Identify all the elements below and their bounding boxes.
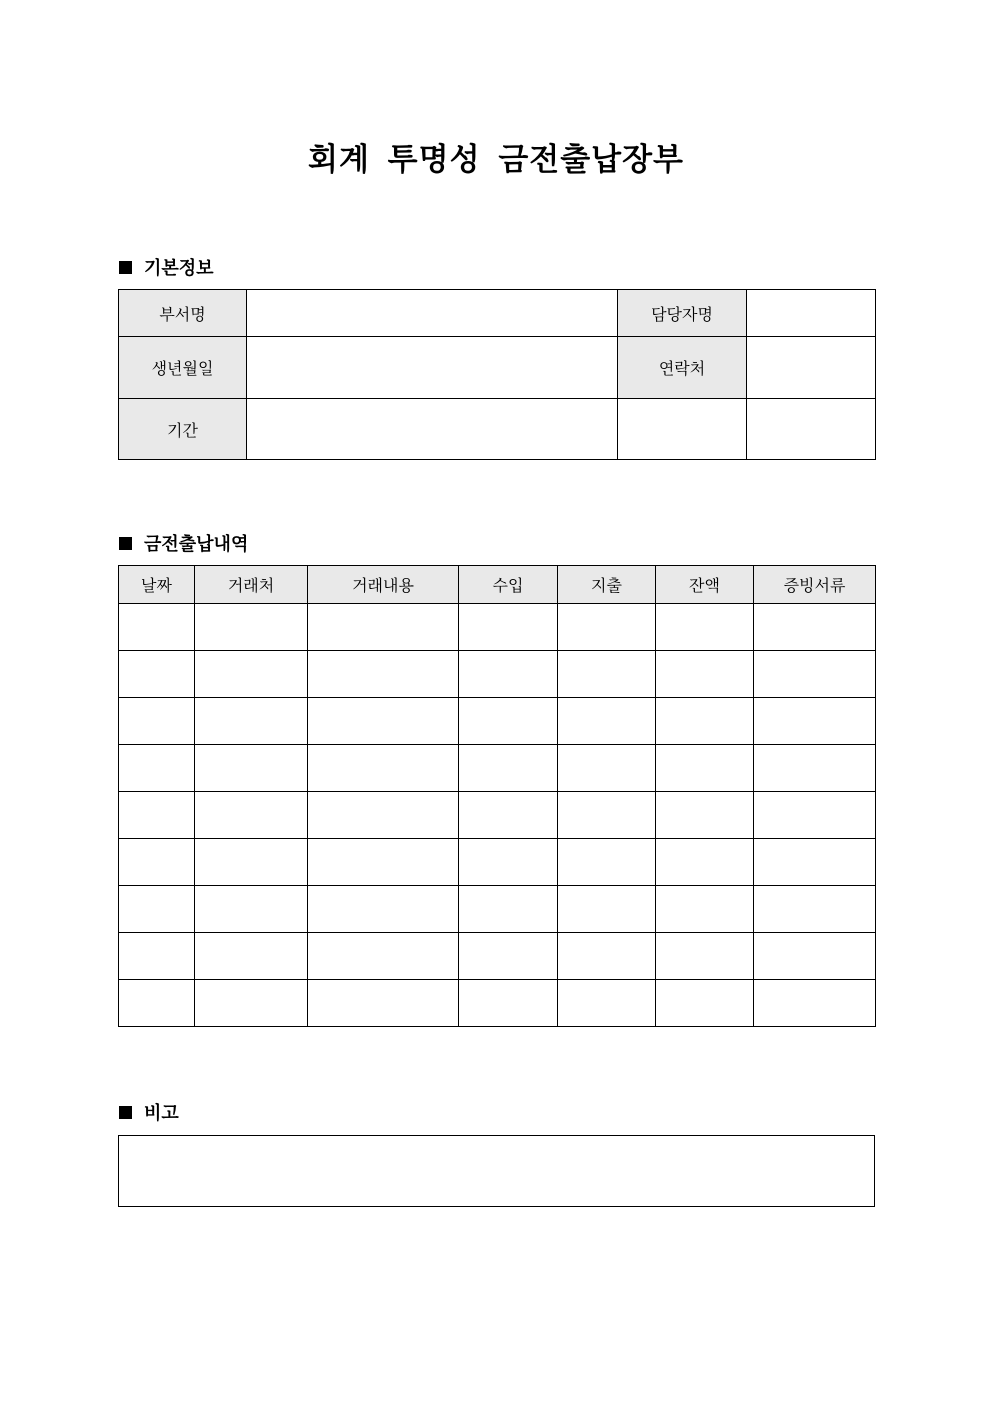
department-field[interactable] [247, 290, 618, 337]
ledger-column-header: 거래처 [195, 566, 308, 604]
contact-field[interactable] [747, 337, 876, 399]
square-bullet-icon [119, 261, 132, 274]
ledger-cell[interactable] [558, 745, 656, 792]
ledger-cell[interactable] [754, 839, 876, 886]
ledger-cell[interactable] [308, 933, 459, 980]
ledger-cell[interactable] [754, 745, 876, 792]
ledger-cell[interactable] [119, 745, 195, 792]
remarks-heading-label: 비고 [144, 1103, 179, 1124]
ledger-cell[interactable] [754, 604, 876, 651]
table-row [119, 792, 876, 839]
ledger-cell[interactable] [754, 933, 876, 980]
ledger-cell[interactable] [656, 886, 754, 933]
ledger-cell[interactable] [308, 604, 459, 651]
ledger-table [118, 565, 876, 1027]
table-row [119, 839, 876, 886]
ledger-cell[interactable] [656, 792, 754, 839]
ledger-cell[interactable] [558, 886, 656, 933]
ledger-cell[interactable] [558, 604, 656, 651]
ledger-cell[interactable] [459, 839, 558, 886]
basic-info-row [119, 399, 876, 460]
period-field[interactable] [247, 399, 618, 460]
ledger-cell[interactable] [754, 980, 876, 1027]
ledger-cell[interactable] [656, 698, 754, 745]
blank-cell[interactable] [747, 399, 876, 460]
ledger-cell[interactable] [558, 980, 656, 1027]
ledger-cell[interactable] [459, 933, 558, 980]
ledger-cell[interactable] [459, 886, 558, 933]
ledger-cell[interactable] [308, 792, 459, 839]
basic-info-heading [119, 254, 214, 280]
ledger-cell[interactable] [656, 980, 754, 1027]
ledger-cell[interactable] [195, 980, 308, 1027]
square-bullet-icon [119, 537, 132, 550]
ledger-cell[interactable] [308, 698, 459, 745]
ledger-heading [119, 530, 248, 556]
department-label: 부서명 [119, 290, 247, 337]
table-row [119, 886, 876, 933]
table-row [119, 980, 876, 1027]
ledger-column-header: 거래내용 [308, 566, 459, 604]
remarks-field[interactable] [118, 1135, 875, 1207]
ledger-cell[interactable] [656, 933, 754, 980]
table-row [119, 604, 876, 651]
remarks-heading [119, 1099, 179, 1125]
basic-info-table [118, 289, 876, 460]
ledger-cell[interactable] [656, 745, 754, 792]
table-row [119, 651, 876, 698]
ledger-column-header: 지출 [558, 566, 656, 604]
manager-field[interactable] [747, 290, 876, 337]
ledger-cell[interactable] [119, 604, 195, 651]
ledger-cell[interactable] [754, 886, 876, 933]
ledger-cell[interactable] [656, 604, 754, 651]
ledger-cell[interactable] [558, 839, 656, 886]
ledger-cell[interactable] [558, 933, 656, 980]
ledger-cell[interactable] [195, 698, 308, 745]
square-bullet-icon [119, 1106, 132, 1119]
birthdate-field[interactable] [247, 337, 618, 399]
ledger-body [119, 604, 876, 1027]
birthdate-label: 생년월일 [119, 337, 247, 399]
ledger-heading-label: 금전출납내역 [144, 534, 249, 555]
ledger-cell[interactable] [119, 698, 195, 745]
ledger-cell[interactable] [195, 839, 308, 886]
basic-info-row [119, 337, 876, 399]
ledger-cell[interactable] [656, 651, 754, 698]
ledger-cell[interactable] [459, 698, 558, 745]
ledger-cell[interactable] [119, 651, 195, 698]
ledger-cell[interactable] [195, 886, 308, 933]
ledger-cell[interactable] [558, 792, 656, 839]
ledger-column-header: 증빙서류 [754, 566, 876, 604]
ledger-cell[interactable] [656, 839, 754, 886]
ledger-cell[interactable] [459, 980, 558, 1027]
ledger-cell[interactable] [754, 792, 876, 839]
basic-info-row [119, 290, 876, 337]
ledger-cell[interactable] [754, 698, 876, 745]
ledger-cell[interactable] [558, 698, 656, 745]
table-row [119, 745, 876, 792]
ledger-column-header: 잔액 [656, 566, 754, 604]
period-label: 기간 [119, 399, 247, 460]
ledger-cell[interactable] [119, 980, 195, 1027]
ledger-cell[interactable] [308, 651, 459, 698]
ledger-cell[interactable] [195, 651, 308, 698]
basic-info-heading-label: 기본정보 [144, 258, 214, 279]
ledger-cell[interactable] [459, 651, 558, 698]
table-row [119, 933, 876, 980]
ledger-cell[interactable] [459, 792, 558, 839]
ledger-header-row [119, 566, 876, 604]
ledger-cell[interactable] [459, 604, 558, 651]
ledger-cell[interactable] [308, 886, 459, 933]
ledger-cell[interactable] [308, 980, 459, 1027]
page-title: 회계 투명성 금전출납장부 [308, 142, 684, 178]
table-row [119, 698, 876, 745]
ledger-column-header: 수입 [459, 566, 558, 604]
ledger-cell[interactable] [119, 792, 195, 839]
ledger-cell[interactable] [754, 651, 876, 698]
ledger-cell[interactable] [119, 886, 195, 933]
ledger-cell[interactable] [119, 933, 195, 980]
ledger-column-header: 날짜 [119, 566, 195, 604]
ledger-cell[interactable] [195, 604, 308, 651]
ledger-cell[interactable] [308, 839, 459, 886]
ledger-cell[interactable] [195, 792, 308, 839]
ledger-cell[interactable] [558, 651, 656, 698]
ledger-cell[interactable] [308, 745, 459, 792]
ledger-cell[interactable] [195, 933, 308, 980]
manager-label: 담당자명 [618, 290, 747, 337]
ledger-cell[interactable] [119, 839, 195, 886]
blank-cell[interactable] [618, 399, 747, 460]
ledger-cell[interactable] [459, 745, 558, 792]
contact-label: 연락처 [618, 337, 747, 399]
ledger-cell[interactable] [195, 745, 308, 792]
